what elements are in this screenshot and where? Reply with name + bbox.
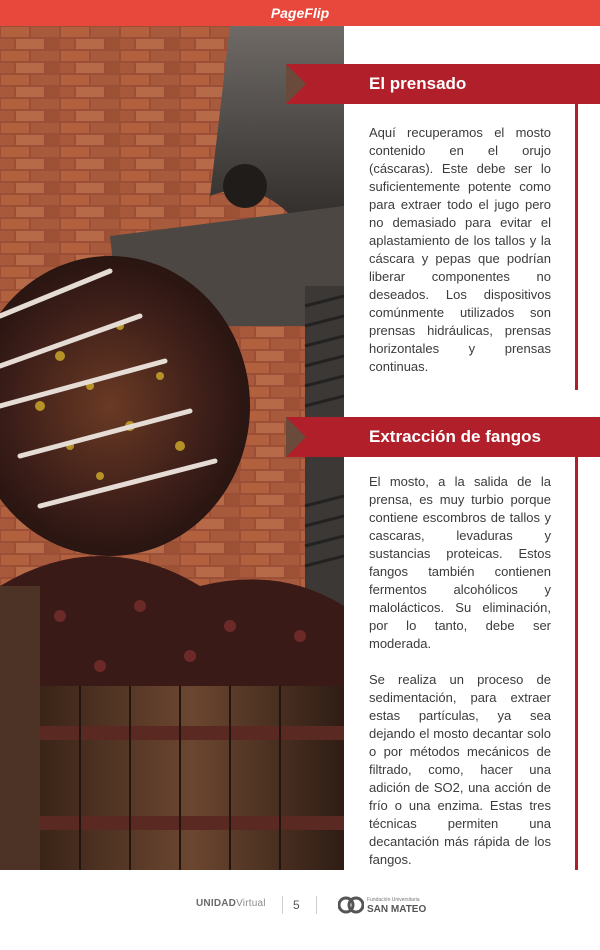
brand-light: Virtual (236, 898, 266, 909)
section-heading-prensado (286, 64, 600, 104)
logo-subtitle: Fundación Universitaria (367, 897, 420, 903)
page-footer (0, 870, 600, 950)
footer-separator (316, 896, 317, 914)
section-title: El prensado (369, 74, 467, 93)
section-divider-line (575, 457, 578, 875)
brand-bold: UNIDAD (196, 898, 237, 909)
section-title: Extracción de fangos (369, 427, 541, 446)
top-bar (0, 0, 600, 26)
unidad-virtual-brand (196, 898, 266, 909)
app-title: PageFlip (270, 5, 330, 21)
logo-title: SAN MATEO (367, 904, 427, 915)
paragraph-prensado: Aquí recuperamos el mosto contenido en el orujo (cáscaras). Este debe ser lo suficientemente potente como para extraer todo el jugo pero no demasiado para evitar el aplastamiento de los tallos y la cáscara y pepas que podrían liberar componentes no deseados. Los dispositivos comúnmente utilizados son prensas hidráulicas, prensas horizontales y prensas continuas. (369, 125, 551, 374)
section-heading-fangos (286, 417, 600, 457)
footer-separator (282, 896, 283, 914)
paragraph-fangos-2: Se realiza un proceso de sedimentación, para extraer estas partículas, ya sea dejando el mosto decantar solo o por métodos mecánicos de filtrado, como, hacer una adición de SO2, una acción de frío o una enzima. Estas tres técnicas permiten una decantación más rápida de los fangos. (369, 672, 551, 867)
page-number: 5 (293, 898, 300, 912)
paragraph-fangos-1: El mosto, a la salida de la prensa, es muy turbio porque contiene escombros de tallos y cascaras, levaduras y sustancias proteicas. Estos fangos también contienen fermentos alcohólicos y malolácticos. Su eliminación, por lo tanto, debe ser moderada. (369, 474, 551, 651)
section-divider-line (575, 104, 578, 390)
san-mateo-logo-icon (338, 894, 364, 916)
